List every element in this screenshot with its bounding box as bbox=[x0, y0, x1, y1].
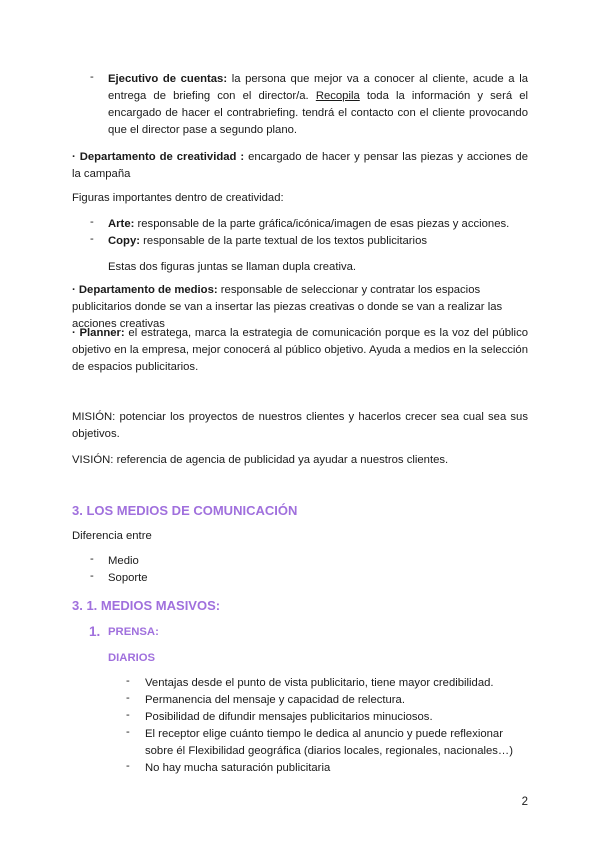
list-item: Medio bbox=[108, 555, 139, 567]
page-number: 2 bbox=[521, 796, 528, 808]
list-item bbox=[108, 216, 528, 233]
creatividad-label: · Departamento de creatividad : bbox=[72, 151, 245, 163]
ejecutivo-label: Ejecutivo de cuentas: bbox=[108, 73, 228, 85]
list-dash: - bbox=[126, 692, 130, 704]
recopila-word: Recopila bbox=[315, 90, 360, 102]
creatividad-text: encargado de hacer y pensar las piezas y acciones de la campaña bbox=[72, 151, 528, 180]
planner-label: · Planner: bbox=[72, 327, 125, 339]
ejecutivo-paragraph bbox=[108, 71, 528, 139]
list-item: Posibilidad de difundir mensajes publicitarios minuciosos. bbox=[145, 711, 433, 723]
diarios-heading: DIARIOS bbox=[108, 652, 156, 664]
list-dash: - bbox=[90, 216, 94, 228]
dupla-note: Estas dos figuras juntas se llaman dupla creativa. bbox=[108, 261, 357, 273]
medios-text: responsable de seleccionar y contratar los espacios publicitarios donde se van a insertar las piezas creativas o donde se van a realizar las acciones creativas bbox=[72, 284, 503, 330]
list-dash: - bbox=[126, 709, 130, 721]
section-3-heading: 3. LOS MEDIOS DE COMUNICACIÓN bbox=[72, 503, 298, 518]
prensa-number: 1. bbox=[89, 624, 101, 639]
list-dash: - bbox=[90, 233, 94, 245]
list-dash: - bbox=[90, 553, 94, 565]
figuras-intro: Figuras importantes dentro de creatividad: bbox=[72, 192, 284, 204]
copy-label: Copy: bbox=[108, 235, 141, 247]
list-dash: - bbox=[90, 570, 94, 582]
vision-paragraph: VISIÓN: referencia de agencia de publicidad ya ayudar a nuestros clientes. bbox=[72, 454, 449, 466]
list-item: Ventajas desde el punto de vista publicitario, tiene mayor credibilidad. bbox=[145, 677, 494, 689]
creatividad-paragraph bbox=[72, 149, 528, 183]
arte-text: responsable de la parte gráfica/icónica/imagen de esas piezas y acciones. bbox=[134, 218, 510, 230]
list-dash: - bbox=[126, 726, 130, 738]
section-3-1-heading: 3. 1. MEDIOS MASIVOS: bbox=[72, 598, 221, 613]
planner-text: el estratega, marca la estrategia de comunicación porque es la voz del público objetivo en la empresa, mejor conocerá al público objetivo. Ayuda a medios en la selección de espacios publicitarios. bbox=[72, 327, 528, 373]
medios-label: · Departamento de medios: bbox=[72, 284, 218, 296]
copy-text: responsable de la parte textual de los textos publicitarios bbox=[140, 235, 427, 247]
mision-paragraph: MISIÓN: potenciar los proyectos de nuestros clientes y hacerlos crecer sea cual sea sus objetivos. bbox=[72, 411, 528, 440]
planner-paragraph bbox=[72, 325, 528, 376]
ejecutivo-text-2: toda la información y será el encargado de hacer el contrabriefing. tendrá el contacto con el cliente provocando que el director pase a segundo plano. bbox=[108, 90, 529, 136]
ejecutivo-text-1: la persona que mejor va a conocer al cliente, acude a la entrega de briefing con el director/a. bbox=[108, 73, 528, 102]
list-item: El receptor elige cuánto tiempo le dedica al anuncio y puede reflexionar sobre él Flexibilidad geográfica (diarios locales, regionales, nacionales…) bbox=[145, 728, 513, 757]
list-dash: - bbox=[126, 760, 130, 772]
list-dash: - bbox=[90, 71, 94, 83]
prensa-heading: PRENSA: bbox=[108, 626, 159, 638]
list-item: No hay mucha saturación publicitaria bbox=[145, 762, 331, 774]
list-item: Soporte bbox=[108, 572, 148, 584]
list-item: Permanencia del mensaje y capacidad de relectura. bbox=[145, 694, 405, 706]
diferencia-text: Diferencia entre bbox=[72, 530, 152, 542]
arte-label: Arte: bbox=[108, 218, 135, 230]
list-dash: - bbox=[126, 675, 130, 687]
list-item bbox=[108, 233, 528, 250]
